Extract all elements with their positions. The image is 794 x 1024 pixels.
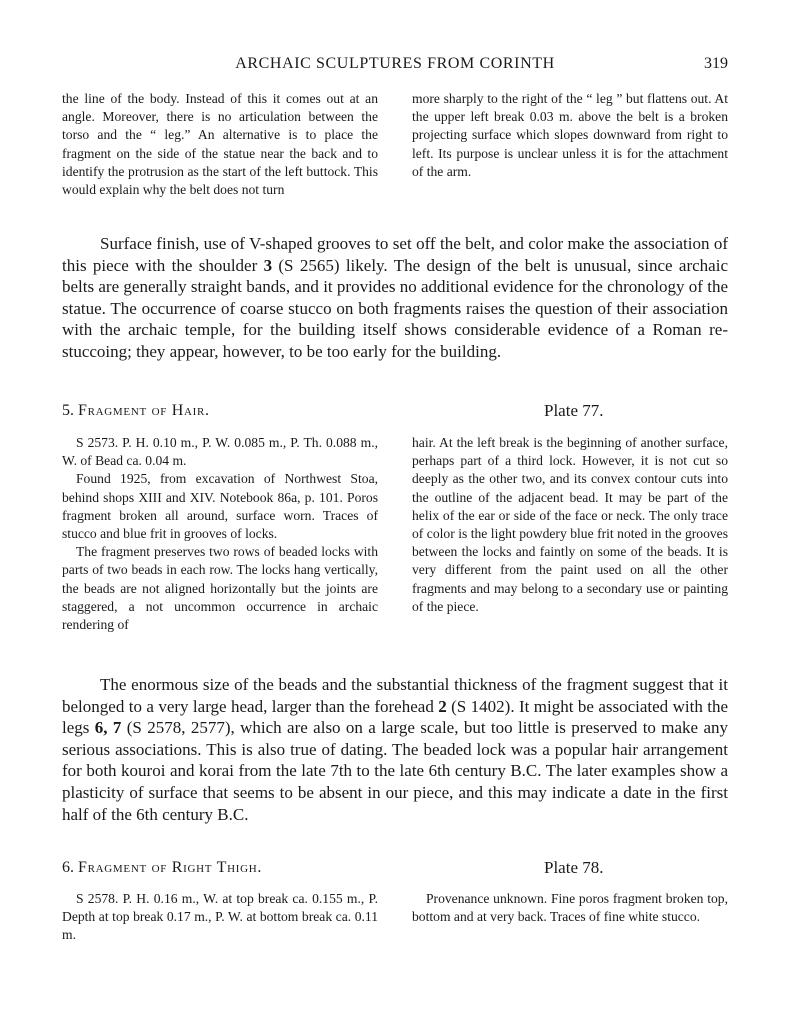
- entry-number: 6.: [62, 859, 74, 876]
- entry-5-left-column: [62, 434, 378, 634]
- entry-6-right-column: [412, 890, 728, 926]
- entry-title-text: Fragment of Hair.: [78, 402, 210, 419]
- entry-5-description-cont: hair. At the left break is the beginning of another surface, perhaps part of a third lock. However, it is not cut so deeply as the other two, and its convex contour cuts into the outline of the adjacent bead. It may be part of the helix of the ear or side of the face or neck. The only trace of color is the light powdery blue frit noted in the grooves between the locks and faintly on some of the beads. It is very different from the paint used on all the other fragments and may belong to a secondary use or painting of the piece.: [412, 435, 728, 614]
- para-text-part: (S 2565) likely. The design of the belt is unusual, since archaic belts are generally straight bands, and it provides no additional evidence for the chronology of the statue. The occurrence of coarse stucco on both fragments raises the question of their association with the archaic temple, for the building itself shows considerable evidence of a Roman re-stuccoing; they appear, however, to be too early for the building.: [62, 255, 728, 361]
- entry-6-left-column: [62, 890, 378, 945]
- entry-5-provenance: Found 1925, from excavation of Northwest Stoa, behind shops XIII and XIV. Notebook 86a, p. 101. Poros fragment broken all around, surface worn. Traces of stucco and blue frit in grooves of locks.: [62, 471, 378, 542]
- catalog-ref: 2: [438, 696, 447, 716]
- top-right-text: more sharply to the right of the “ leg ” but flattens out. At the upper left break 0.03 m. above the belt is a broken projecting surface which slopes downward from right to left. Its purpose is unclear unless it is for the attachment of the arm.: [412, 91, 728, 179]
- entry-5-measurements: S 2573. P. H. 0.10 m., P. W. 0.085 m., P. Th. 0.088 m., W. of Bead ca. 0.04 m.: [62, 435, 378, 469]
- entry-6-plate: Plate 78.: [544, 858, 604, 877]
- running-title: ARCHAIC SCULPTURES FROM CORINTH: [235, 55, 555, 72]
- running-head: [62, 53, 728, 75]
- entry-5-description: The fragment preserves two rows of beaded locks with parts of two beads in each row. The locks hang vertically, the beads are not aligned horizontally but the joints are staggered, a not uncommon occurrence in archaic rendering of: [62, 544, 378, 633]
- top-left-column: [62, 90, 378, 199]
- entry-6-title: [62, 859, 262, 877]
- entry-title-text: Fragment of Right Thigh.: [78, 859, 263, 876]
- para-text-part: (S 2578, 2577), which are also on a large scale, but too little is preserved to make any serious associations. This is also true of dating. The beaded lock was a popular hair arrangement for both kouroi and korai from the late 7th to the late 6th century B.C. The later examples show a plasticity of surface that seems to be absent in our piece, and this may indicate a date in the first half of the 6th century B.C.: [62, 718, 729, 824]
- entry-6-heading: [62, 859, 728, 883]
- page-number: 319: [704, 55, 728, 72]
- para-text-part: The enormous size of the beads and the substantial thickness of the fragment suggest that it belonged to a very large head, larger than the forehead: [62, 675, 728, 716]
- entry-6-provenance: Provenance unknown. Fine poros fragment broken top, bottom and at very back. Traces of fine white stucco.: [412, 891, 728, 925]
- top-left-text: the line of the body. Instead of this it comes out at an angle. Moreover, there is no articulation between the torso and the “ leg.” An alternative is to place the fragment on the side of the statue near the back and to identify the protrusion as the start of the left buttock. This would explain why the belt does not turn: [62, 91, 378, 198]
- body-paragraph-beads: [62, 674, 728, 825]
- entry-6-measurements: S 2578. P. H. 0.16 m., W. at top break ca. 0.155 m., P. Depth at top break 0.17 m., P. W. at bottom break ca. 0.11 m.: [62, 891, 378, 943]
- catalog-ref: 3: [263, 255, 273, 275]
- top-right-column: [412, 90, 728, 181]
- entry-number: 5.: [62, 402, 74, 419]
- catalog-ref: 6, 7: [94, 718, 122, 738]
- para-text-part: (S 1402). It might be associated with the legs: [62, 696, 728, 738]
- body-paragraph-association: [62, 233, 728, 363]
- entry-5-plate: Plate 77.: [544, 401, 604, 420]
- entry-5-right-column: [412, 434, 728, 616]
- para-text-part: Surface finish, use of V-shaped grooves to set off the belt, and color make the association of this piece with the shoulder: [62, 234, 728, 275]
- entry-5-title: [62, 402, 210, 420]
- entry-5-heading: [62, 402, 728, 426]
